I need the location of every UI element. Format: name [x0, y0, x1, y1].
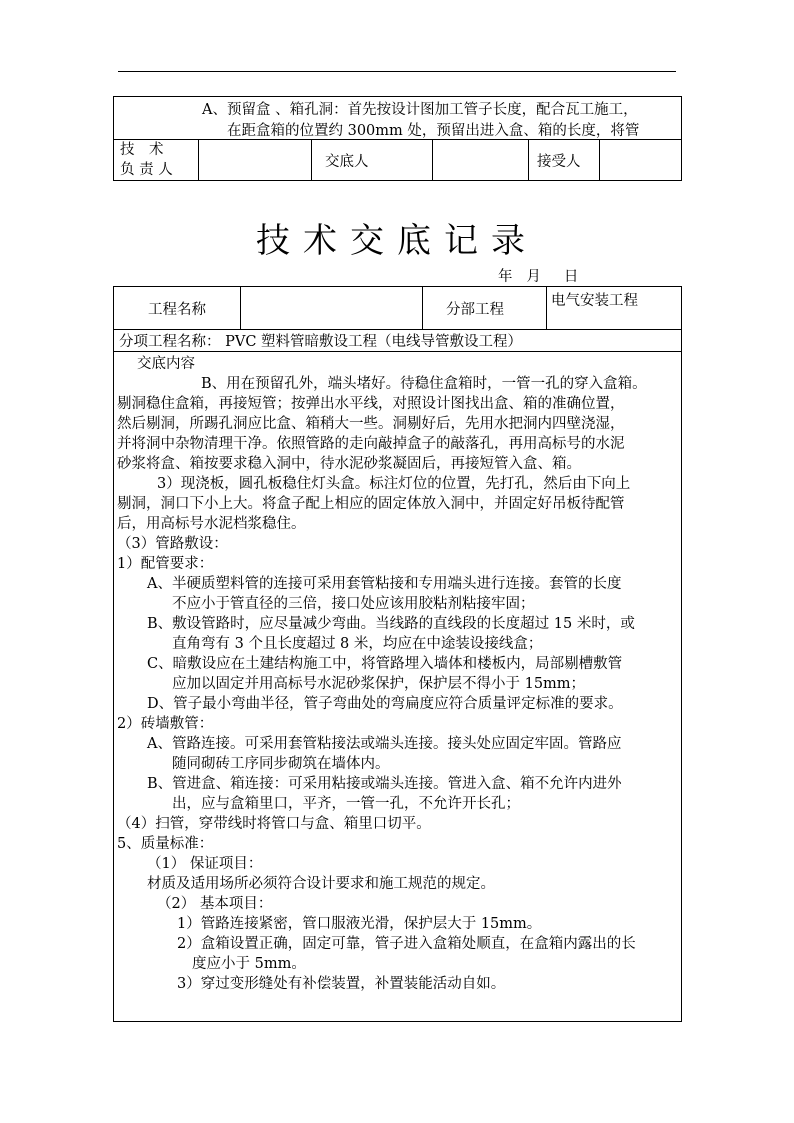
record-date: 年 月 日 [498, 269, 579, 285]
content-line: 剔洞，洞口下小上大。将盒子配上相应的固定体放入洞中，并固定好吊板待配管 [117, 496, 625, 512]
handover-label: 交底人 [312, 140, 433, 181]
project-name-value [241, 287, 423, 330]
content-line: A、管路连接。可采用套管粘接法或端头连接。接头处应固定牢固。管路应 [147, 736, 622, 752]
content-line: （4）扫管，穿带线时将管口与盒、箱里口切平。 [117, 816, 431, 832]
disclosure-content-cell [114, 352, 682, 1022]
content-line: D、管子最小弯曲半径，管子弯曲处的弯扁度应符合质量评定标准的要求。 [147, 696, 623, 712]
content-line: 剔洞稳住盒箱，再接短管；按弹出水平线，对照设计图找出盒、箱的准确位置， [117, 396, 625, 412]
receiver-value [600, 140, 682, 181]
technical-disclosure-table [113, 286, 682, 1022]
content-line: B、用在预留孔外，端头堵好。待稳住盒箱时，一管一孔的穿入盒箱。 [201, 376, 647, 392]
tech-lead-label-line1: 技 术 [120, 142, 164, 158]
tech-lead-label-line2: 负 责 人 [120, 162, 173, 178]
content-line: B、敷设管路时，应尽量减少弯曲。当线路的直线段的长度超过 15 米时，或 [147, 616, 635, 632]
content-line: 2）盒箱设置正确，固定可靠，管子进入盒箱处顺直，在盒箱内露出的长 [177, 936, 636, 952]
content-line: 不应小于管直径的三倍，接口处应该用胶粘剂粘接牢固； [172, 596, 535, 612]
content-line: 材质及适用场所必须符合设计要求和施工规范的规定。 [147, 876, 495, 892]
content-line: 度应小于 5mm。 [192, 956, 306, 972]
content-line: B、管进盒、箱连接：可采用粘接或端头连接。管进入盒、箱不允许内进外 [147, 776, 622, 792]
project-name-label: 工程名称 [114, 287, 241, 330]
content-line: 5、质量标准： [117, 836, 214, 852]
content-line: C、暗敷设应在土建结构施工中，将管路埋入墙体和楼板内，局部剔槽敷管 [147, 656, 623, 672]
content-line: 并将洞中杂物清理干净。依照管路的走向敲掉盒子的敲落孔，再用高标号的水泥 [117, 436, 625, 452]
tech-lead-value [199, 140, 312, 181]
content-line: （1） 保证项目： [147, 856, 263, 872]
content-line: 出，应与盒箱里口，平齐，一管一孔，不允许开长孔； [172, 796, 520, 812]
previous-content-cell [114, 97, 682, 140]
tech-lead-label [114, 140, 199, 181]
division-value: 电气安装工程 [547, 287, 682, 330]
previous-content-line-1: A、预留盒 、箱孔洞：首先按设计图加工管子长度，配合瓦工施工， [202, 102, 638, 118]
page-title: 技术交底记录 [256, 221, 538, 261]
content-line: 2）砖墙敷管： [117, 716, 214, 732]
content-line: 随同砌砖工序同步砌筑在墙体内。 [172, 756, 390, 772]
content-label: 交底内容 [137, 356, 195, 372]
content-line: 然后剔洞，所踢孔洞应比盒、箱稍大一些。洞剔好后，先用水把洞内四壁浇湿， [117, 416, 625, 432]
content-line: 3）穿过变形缝处有补偿装置，补置装能活动自如。 [177, 976, 506, 992]
content-line: 3）现浇板，圆孔板稳住灯头盒。标注灯位的位置，先打孔，然后由下向上 [157, 476, 631, 492]
content-line: 直角弯有 3 个且长度超过 8 米，均应在中途装设接线盒； [172, 636, 543, 652]
content-line: （3）管路敷设： [117, 536, 228, 552]
content-line: 1）配管要求： [117, 556, 214, 572]
previous-record-table [113, 96, 682, 181]
handover-value [433, 140, 529, 181]
receiver-label: 接受人 [529, 140, 600, 181]
content-line: 后，用高标号水泥档浆稳住。 [117, 516, 306, 532]
content-line: A、半硬质塑料管的连接可采用套管粘接和专用端头进行连接。套管的长度 [147, 576, 622, 592]
content-line: 1）管路连接紧密，管口服液光滑，保护层大于 15mm。 [177, 916, 542, 932]
division-label: 分部工程 [423, 287, 547, 330]
content-line: 砂浆将盒、箱按要求稳入洞中，待水泥砂浆凝固后，再接短管入盒、箱。 [117, 456, 581, 472]
previous-content-line-2: 在距盒箱的位置约 300mm 处，预留出进入盒、箱的长度，将管 [227, 123, 640, 139]
content-line: 应加以固定并用高标号水泥砂浆保护，保护层不得小于 15mm； [172, 676, 586, 692]
subitem-name: 分项工程名称： PVC 塑料管暗敷设工程（电线导管敷设工程） [114, 330, 682, 352]
header-rule [118, 71, 676, 72]
content-line: （2） 基本项目： [157, 896, 273, 912]
